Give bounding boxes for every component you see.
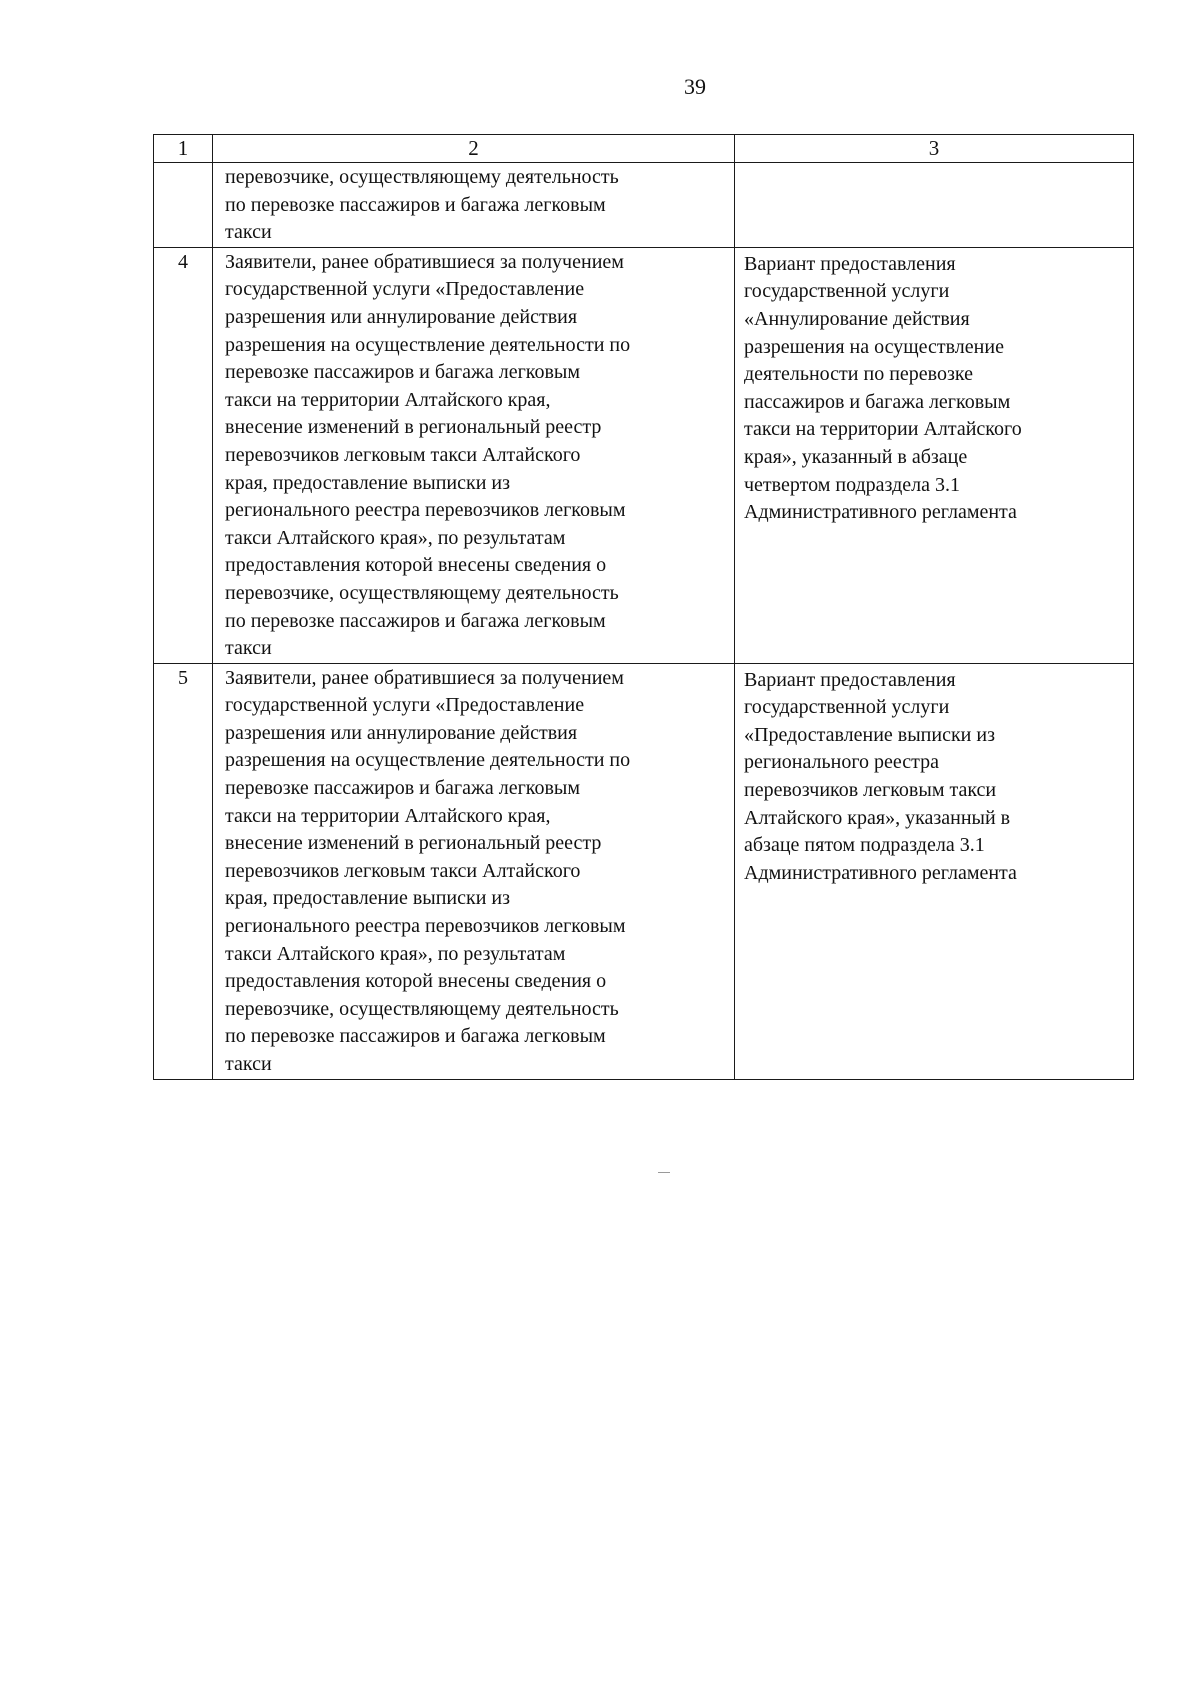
text-line: государственной услуги <box>744 696 950 719</box>
text-line: Заявители, ранее обратившиеся за получением <box>225 666 624 689</box>
text-line: по перевозке пассажиров и багажа легковым <box>225 193 606 216</box>
text-line: по перевозке пассажиров и багажа легковым <box>225 1025 606 1048</box>
table-row <box>154 247 1134 663</box>
text-line: четвертом подраздела 3.1 <box>744 473 960 496</box>
header-cell-col3: 3 <box>735 135 1134 163</box>
text-line: Вариант предоставления <box>744 252 956 275</box>
text-line: деятельности по перевозке <box>744 363 973 386</box>
applicant-description-cell <box>213 163 735 248</box>
text-line: государственной услуги «Предоставление <box>225 694 585 717</box>
service-variant-cell <box>735 247 1134 663</box>
text-line: такси <box>225 637 272 660</box>
table-row <box>154 163 1134 248</box>
text-line: такси Алтайского края», по результатам <box>225 526 566 549</box>
scan-mark <box>658 1172 670 1173</box>
text-line: «Предоставление выписки из <box>744 723 995 746</box>
text-line: перевозчике, осуществляющему деятельность <box>225 581 619 604</box>
text-line: предоставления которой внесены сведения о <box>225 970 607 993</box>
text-line: края, предоставление выписки из <box>225 471 511 494</box>
text-line: разрешения на осуществление деятельности по <box>225 749 631 772</box>
text-line: перевозчиков легковым такси Алтайского <box>225 443 581 466</box>
text-line: регионального реестра <box>744 751 940 774</box>
text-line: пассажиров и багажа легковым <box>744 390 1011 413</box>
text-line: Вариант предоставления <box>744 668 956 691</box>
text-line: перевозчике, осуществляющему деятельность <box>225 997 619 1020</box>
text-line: Административного регламента <box>744 501 1017 524</box>
table-header-row <box>154 135 1134 163</box>
text-line: такси на территории Алтайского <box>744 418 1022 441</box>
row-number-cell: 5 <box>154 663 213 1079</box>
table-row <box>154 663 1134 1079</box>
text-line: внесение изменений в региональный реестр <box>225 832 602 855</box>
service-variant-cell <box>735 163 1134 248</box>
text-line: разрешения или аннулирование действия <box>225 305 578 328</box>
text-line: перевозке пассажиров и багажа легковым <box>225 361 581 384</box>
text-line: регионального реестра перевозчиков легковым <box>225 915 626 938</box>
text-line: такси <box>225 221 272 244</box>
text-line: предоставления которой внесены сведения о <box>225 554 607 577</box>
applicant-description-cell <box>213 663 735 1079</box>
text-line: края», указанный в абзаце <box>744 445 968 468</box>
text-line: разрешения на осуществление деятельности по <box>225 333 631 356</box>
text-line: перевозке пассажиров и багажа легковым <box>225 777 581 800</box>
text-line: перевозчиков легковым такси <box>744 779 997 802</box>
header-cell-col2: 2 <box>213 135 735 163</box>
row-number-cell <box>154 163 213 248</box>
text-line: края, предоставление выписки из <box>225 887 511 910</box>
header-cell-col1: 1 <box>154 135 213 163</box>
text-line: Алтайского края», указанный в <box>744 806 1011 829</box>
text-line: такси на территории Алтайского края, <box>225 804 551 827</box>
service-variant-cell <box>735 663 1134 1079</box>
text-line: внесение изменений в региональный реестр <box>225 416 602 439</box>
text-line: абзаце пятом подраздела 3.1 <box>744 834 985 857</box>
applicant-description-cell <box>213 247 735 663</box>
text-line: государственной услуги <box>744 280 950 303</box>
text-line: такси Алтайского края», по результатам <box>225 942 566 965</box>
text-line: перевозчиков легковым такси Алтайского <box>225 859 581 882</box>
page-number: 39 <box>684 74 706 99</box>
text-line: перевозчике, осуществляющему деятельность <box>225 166 619 188</box>
text-line: регионального реестра перевозчиков легковым <box>225 499 626 522</box>
text-line: «Аннулирование действия <box>744 307 970 330</box>
text-line: Административного регламента <box>744 861 1017 884</box>
text-line: такси <box>225 1053 272 1075</box>
text-line: разрешения на осуществление <box>744 335 1004 358</box>
text-line: Заявители, ранее обратившиеся за получением <box>225 250 624 273</box>
text-line: по перевозке пассажиров и багажа легковым <box>225 609 606 632</box>
text-line: государственной услуги «Предоставление <box>225 278 585 301</box>
document-table <box>153 134 1134 1080</box>
row-number-cell: 4 <box>154 247 213 663</box>
text-line: такси на территории Алтайского края, <box>225 388 551 411</box>
text-line: разрешения или аннулирование действия <box>225 721 578 744</box>
